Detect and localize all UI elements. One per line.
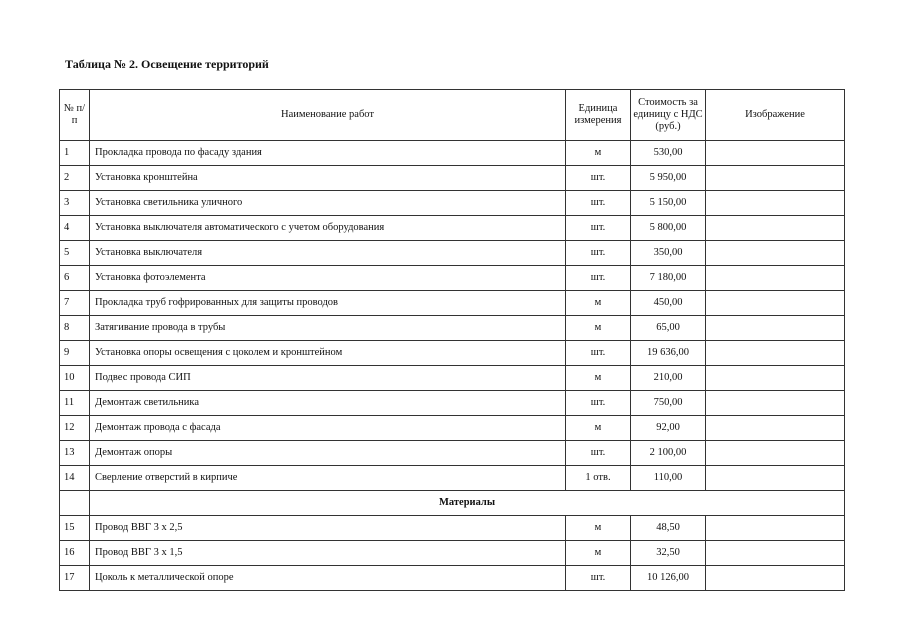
row-name: Установка фотоэлемента — [90, 266, 566, 291]
header-num: № п/п — [60, 90, 90, 141]
row-image — [706, 266, 845, 291]
row-num: 4 — [60, 216, 90, 241]
header-name: Наименование работ — [90, 90, 566, 141]
row-name: Провод ВВГ 3 х 2,5 — [90, 516, 566, 541]
row-unit: шт. — [566, 566, 631, 591]
row-num: 5 — [60, 241, 90, 266]
row-name: Установка выключателя — [90, 241, 566, 266]
row-price: 10 126,00 — [631, 566, 706, 591]
row-num: 10 — [60, 366, 90, 391]
row-name: Прокладка провода по фасаду здания — [90, 141, 566, 166]
row-image — [706, 516, 845, 541]
row-price: 5 950,00 — [631, 166, 706, 191]
section-row — [60, 491, 845, 516]
section-num-cell — [60, 491, 90, 516]
row-name: Затягивание провода в трубы — [90, 316, 566, 341]
row-image — [706, 216, 845, 241]
row-unit: м — [566, 541, 631, 566]
row-name: Демонтаж опоры — [90, 441, 566, 466]
table-row — [60, 441, 845, 466]
row-price: 32,50 — [631, 541, 706, 566]
row-name: Демонтаж светильника — [90, 391, 566, 416]
page-title: Таблица № 2. Освещение территорий — [65, 57, 269, 71]
row-price: 5 150,00 — [631, 191, 706, 216]
row-num: 8 — [60, 316, 90, 341]
row-image — [706, 241, 845, 266]
row-num: 3 — [60, 191, 90, 216]
row-unit: м — [566, 516, 631, 541]
row-name: Установка светильника уличного — [90, 191, 566, 216]
section-label: Материалы — [90, 491, 845, 516]
row-name: Сверление отверстий в кирпиче — [90, 466, 566, 491]
row-num: 16 — [60, 541, 90, 566]
row-image — [706, 466, 845, 491]
row-name: Прокладка труб гофрированных для защиты проводов — [90, 291, 566, 316]
table-row — [60, 316, 845, 341]
row-image — [706, 441, 845, 466]
price-table — [59, 89, 845, 591]
row-unit: шт. — [566, 241, 631, 266]
row-unit: шт. — [566, 441, 631, 466]
table-row — [60, 216, 845, 241]
table-row — [60, 341, 845, 366]
row-unit: 1 отв. — [566, 466, 631, 491]
row-num: 2 — [60, 166, 90, 191]
row-image — [706, 291, 845, 316]
row-name: Подвес провода СИП — [90, 366, 566, 391]
table-row — [60, 141, 845, 166]
row-price: 65,00 — [631, 316, 706, 341]
row-price: 19 636,00 — [631, 341, 706, 366]
row-image — [706, 141, 845, 166]
row-unit: м — [566, 316, 631, 341]
row-name: Цоколь к металлической опоре — [90, 566, 566, 591]
row-name: Установка кронштейна — [90, 166, 566, 191]
row-image — [706, 541, 845, 566]
row-num: 9 — [60, 341, 90, 366]
row-unit: шт. — [566, 191, 631, 216]
table-row — [60, 366, 845, 391]
row-num: 15 — [60, 516, 90, 541]
row-price: 7 180,00 — [631, 266, 706, 291]
row-num: 14 — [60, 466, 90, 491]
table-row — [60, 416, 845, 441]
table-header-row — [60, 90, 845, 141]
table-row — [60, 291, 845, 316]
table-row — [60, 541, 845, 566]
row-unit: шт. — [566, 166, 631, 191]
row-price: 750,00 — [631, 391, 706, 416]
row-unit: шт. — [566, 341, 631, 366]
row-num: 17 — [60, 566, 90, 591]
row-image — [706, 191, 845, 216]
row-name: Установка опоры освещения с цоколем и кронштейном — [90, 341, 566, 366]
row-image — [706, 316, 845, 341]
row-num: 6 — [60, 266, 90, 291]
row-price: 92,00 — [631, 416, 706, 441]
row-num: 1 — [60, 141, 90, 166]
row-num: 13 — [60, 441, 90, 466]
table-row — [60, 391, 845, 416]
table-row — [60, 166, 845, 191]
row-price: 110,00 — [631, 466, 706, 491]
row-price: 48,50 — [631, 516, 706, 541]
row-name: Установка выключателя автоматического с учетом оборудования — [90, 216, 566, 241]
row-image — [706, 341, 845, 366]
row-num: 11 — [60, 391, 90, 416]
row-price: 450,00 — [631, 291, 706, 316]
table-row — [60, 241, 845, 266]
row-unit: шт. — [566, 216, 631, 241]
table-row — [60, 566, 845, 591]
header-price: Стоимость за единицу с НДС (руб.) — [631, 90, 706, 141]
row-unit: шт. — [566, 391, 631, 416]
row-image — [706, 166, 845, 191]
table-row — [60, 191, 845, 216]
row-num: 7 — [60, 291, 90, 316]
row-price: 530,00 — [631, 141, 706, 166]
table-body — [60, 141, 845, 591]
row-name: Провод ВВГ 3 х 1,5 — [90, 541, 566, 566]
row-unit: м — [566, 366, 631, 391]
row-unit: шт. — [566, 266, 631, 291]
row-image — [706, 416, 845, 441]
row-unit: м — [566, 291, 631, 316]
row-unit: м — [566, 416, 631, 441]
table-row — [60, 266, 845, 291]
row-price: 2 100,00 — [631, 441, 706, 466]
row-num: 12 — [60, 416, 90, 441]
row-name: Демонтаж провода с фасада — [90, 416, 566, 441]
row-image — [706, 391, 845, 416]
row-price: 5 800,00 — [631, 216, 706, 241]
row-price: 210,00 — [631, 366, 706, 391]
row-unit: м — [566, 141, 631, 166]
row-image — [706, 566, 845, 591]
table-row — [60, 516, 845, 541]
header-unit: Единица измерения — [566, 90, 631, 141]
header-image: Изображение — [706, 90, 845, 141]
row-price: 350,00 — [631, 241, 706, 266]
table-row — [60, 466, 845, 491]
row-image — [706, 366, 845, 391]
